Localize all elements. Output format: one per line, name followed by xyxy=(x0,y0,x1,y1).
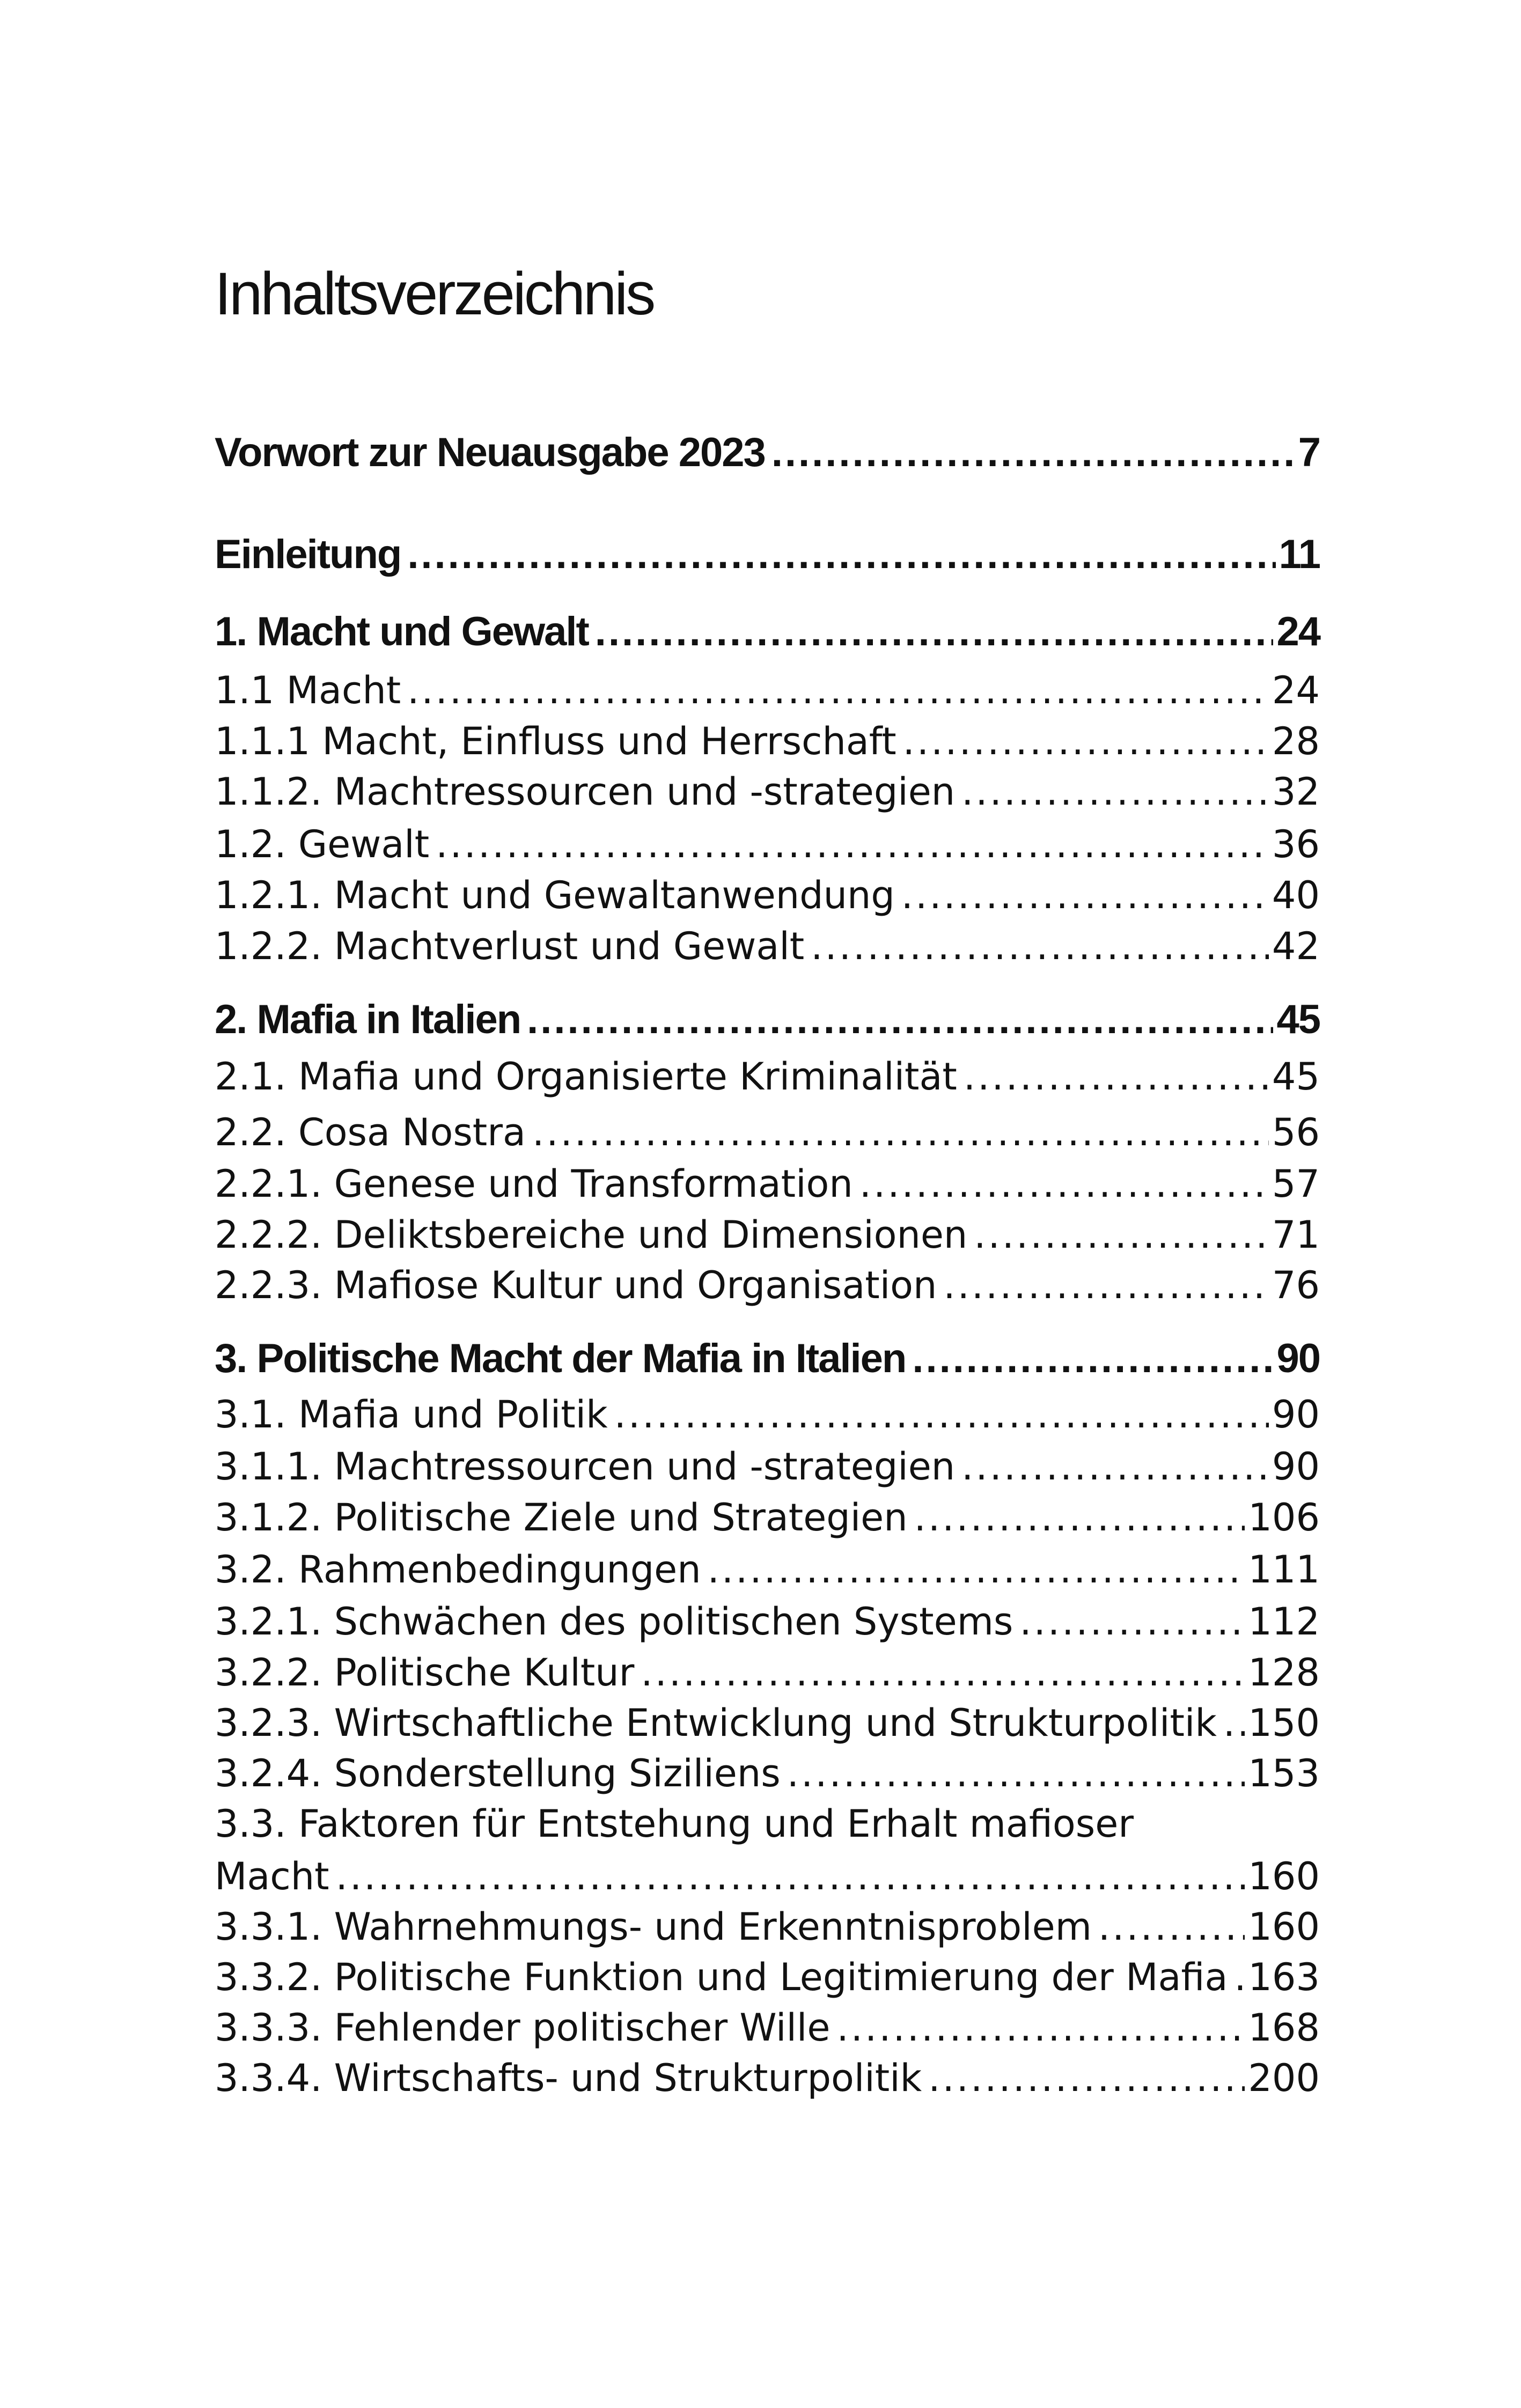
entry-text: 1.1 Macht xyxy=(215,668,401,712)
entry-text: 2.1. Mafia und Organisierte Kriminalität xyxy=(215,1055,957,1099)
toc-entry xyxy=(215,1954,1320,2001)
toc-entry xyxy=(215,768,1320,815)
entry-page: 90 xyxy=(1272,1445,1320,1489)
dot-leader xyxy=(811,923,1269,970)
toc-entry xyxy=(215,1211,1320,1258)
entry-page: 7 xyxy=(1298,430,1320,475)
dot-leader xyxy=(901,872,1269,919)
dot-leader xyxy=(836,2004,1245,2051)
entry-text: 3.3.3. Fehlender politischer Wille xyxy=(215,2006,831,2050)
toc-entry xyxy=(215,1546,1320,1593)
entry-text: 3.1.2. Politische Ziele und Strategien xyxy=(215,1496,908,1540)
entry-page: 168 xyxy=(1248,2006,1320,2050)
entry-page: 36 xyxy=(1272,822,1320,866)
toc-entry xyxy=(215,1262,1320,1309)
dot-leader xyxy=(1019,1598,1245,1645)
entry-text: 3.1.1. Machtressourcen und -strategien xyxy=(215,1445,956,1489)
entry-text: 2.2.3. Mafiose Kultur und Organisation xyxy=(215,1263,937,1307)
entry-text: 2. Mafia in Italien xyxy=(215,997,521,1042)
entry-page: 24 xyxy=(1276,609,1320,654)
dot-leader xyxy=(532,1109,1269,1156)
dot-leader xyxy=(614,1391,1269,1438)
entry-page: 153 xyxy=(1248,1751,1320,1795)
entry-page: 71 xyxy=(1272,1213,1320,1257)
dot-leader xyxy=(903,718,1269,765)
entry-text: 1. Macht und Gewalt xyxy=(215,609,589,654)
entry-text: 1.2. Gewalt xyxy=(215,822,430,866)
toc-entry xyxy=(215,667,1320,714)
entry-text: 1.1.2. Machtressourcen und -strategien xyxy=(215,770,956,814)
entry-page: 57 xyxy=(1272,1162,1320,1206)
entry-page: 45 xyxy=(1272,1055,1320,1099)
dot-leader xyxy=(914,1494,1245,1541)
entry-text: 3.2.4. Sonderstellung Siziliens xyxy=(215,1751,781,1795)
toc-entry xyxy=(215,1598,1320,1645)
toc-entry xyxy=(215,872,1320,919)
entry-page: 28 xyxy=(1272,719,1320,763)
entry-text: Vorwort zur Neuausgabe 2023 xyxy=(215,430,765,475)
entry-page: 42 xyxy=(1272,924,1320,968)
toc-entry xyxy=(215,1443,1320,1490)
toc-entry xyxy=(215,1160,1320,1207)
dot-leader xyxy=(943,1262,1269,1309)
toc-entry xyxy=(215,1750,1320,1797)
entry-page: 11 xyxy=(1278,532,1320,577)
entry-text: Einleitung xyxy=(215,532,401,577)
entry-page: 163 xyxy=(1248,1955,1320,1999)
dot-leader xyxy=(527,996,1273,1043)
toc-entry xyxy=(215,718,1320,765)
entry-page: 56 xyxy=(1272,1110,1320,1154)
toc-entry-line-2 xyxy=(215,1853,1320,1900)
entry-page: 45 xyxy=(1276,997,1320,1042)
dot-leader xyxy=(912,1335,1273,1382)
toc-entry xyxy=(215,1649,1320,1696)
entry-page: 111 xyxy=(1248,1548,1320,1592)
entry-text: 3.2.1. Schwächen des politischen Systems xyxy=(215,1600,1013,1644)
entry-page: 160 xyxy=(1248,1854,1320,1898)
entry-text-continued: Macht xyxy=(215,1854,329,1898)
entry-page: 32 xyxy=(1272,770,1320,814)
entry-page: 150 xyxy=(1248,1701,1320,1745)
dot-leader xyxy=(787,1750,1245,1797)
toc-entry xyxy=(215,1335,1320,1382)
entry-text: 2.2.2. Deliktsbereiche und Dimensionen xyxy=(215,1213,968,1257)
entry-text: 3.2.3. Wirtschaftliche Entwicklung und Strukturpolitik xyxy=(215,1701,1217,1745)
entry-text: 3. Politische Macht der Mafia in Italien xyxy=(215,1336,906,1381)
entry-page: 112 xyxy=(1248,1600,1320,1644)
dot-leader xyxy=(436,821,1269,868)
toc-entry xyxy=(215,996,1320,1043)
entry-page: 106 xyxy=(1248,1496,1320,1540)
toc-entry xyxy=(215,1391,1320,1438)
dot-leader xyxy=(708,1546,1245,1593)
entry-text: 3.3.2. Politische Funktion und Legitimierung der Mafia xyxy=(215,1955,1228,1999)
dot-leader xyxy=(771,429,1295,476)
dot-leader xyxy=(1223,1699,1245,1747)
dot-leader xyxy=(407,667,1269,714)
entry-text: 1.2.2. Machtverlust und Gewalt xyxy=(215,924,805,968)
entry-text: 3.2. Rahmenbedingungen xyxy=(215,1548,701,1592)
entry-text: 3.3.1. Wahrnehmungs- und Erkenntnisproblem xyxy=(215,1905,1092,1949)
toc-entry xyxy=(215,1109,1320,1156)
dot-leader xyxy=(961,1443,1269,1490)
dot-leader xyxy=(1098,1903,1245,1950)
entry-text: 1.2.1. Macht und Gewaltanwendung xyxy=(215,873,895,917)
toc-entry xyxy=(215,1494,1320,1541)
entry-text: 3.3.4. Wirtschafts- und Strukturpolitik xyxy=(215,2056,922,2100)
toc-entry-line-1 xyxy=(215,1800,1320,1847)
entry-text: 2.2.1. Genese und Transformation xyxy=(215,1162,853,1206)
toc-entry xyxy=(215,1053,1320,1100)
toc-entry xyxy=(215,821,1320,868)
entry-page: 90 xyxy=(1272,1393,1320,1437)
entry-page: 160 xyxy=(1248,1905,1320,1949)
toc-entry xyxy=(215,923,1320,970)
entry-page: 128 xyxy=(1248,1651,1320,1695)
dot-leader xyxy=(964,1053,1269,1100)
entry-page: 40 xyxy=(1272,873,1320,917)
dot-leader xyxy=(407,531,1275,578)
entry-page: 200 xyxy=(1248,2056,1320,2100)
dot-leader xyxy=(641,1649,1245,1696)
page-title: Inhaltsverzeichnis xyxy=(215,260,654,327)
entry-page: 76 xyxy=(1272,1263,1320,1307)
toc-entry xyxy=(215,2004,1320,2051)
toc-entry xyxy=(215,608,1320,656)
dot-leader xyxy=(336,1853,1245,1900)
toc-entry xyxy=(215,2054,1320,2102)
dot-leader xyxy=(961,768,1269,815)
dot-leader xyxy=(974,1211,1269,1258)
entry-page: 24 xyxy=(1272,668,1320,712)
dot-leader xyxy=(1234,1954,1245,2001)
toc-entry xyxy=(215,429,1320,476)
dot-leader xyxy=(859,1160,1269,1207)
entry-text: 3.1. Mafia und Politik xyxy=(215,1393,608,1437)
entry-text: 3.3. Faktoren für Entstehung und Erhalt mafioser xyxy=(215,1802,1134,1846)
toc-entry xyxy=(215,1699,1320,1747)
toc-entry xyxy=(215,531,1320,578)
toc-entry xyxy=(215,1903,1320,1950)
dot-leader xyxy=(595,608,1274,656)
dot-leader xyxy=(928,2054,1245,2102)
entry-text: 1.1.1 Macht, Einfluss und Herrschaft xyxy=(215,719,897,763)
entry-text: 2.2. Cosa Nostra xyxy=(215,1110,526,1154)
entry-page: 90 xyxy=(1276,1336,1320,1381)
entry-text: 3.2.2. Politische Kultur xyxy=(215,1651,635,1695)
